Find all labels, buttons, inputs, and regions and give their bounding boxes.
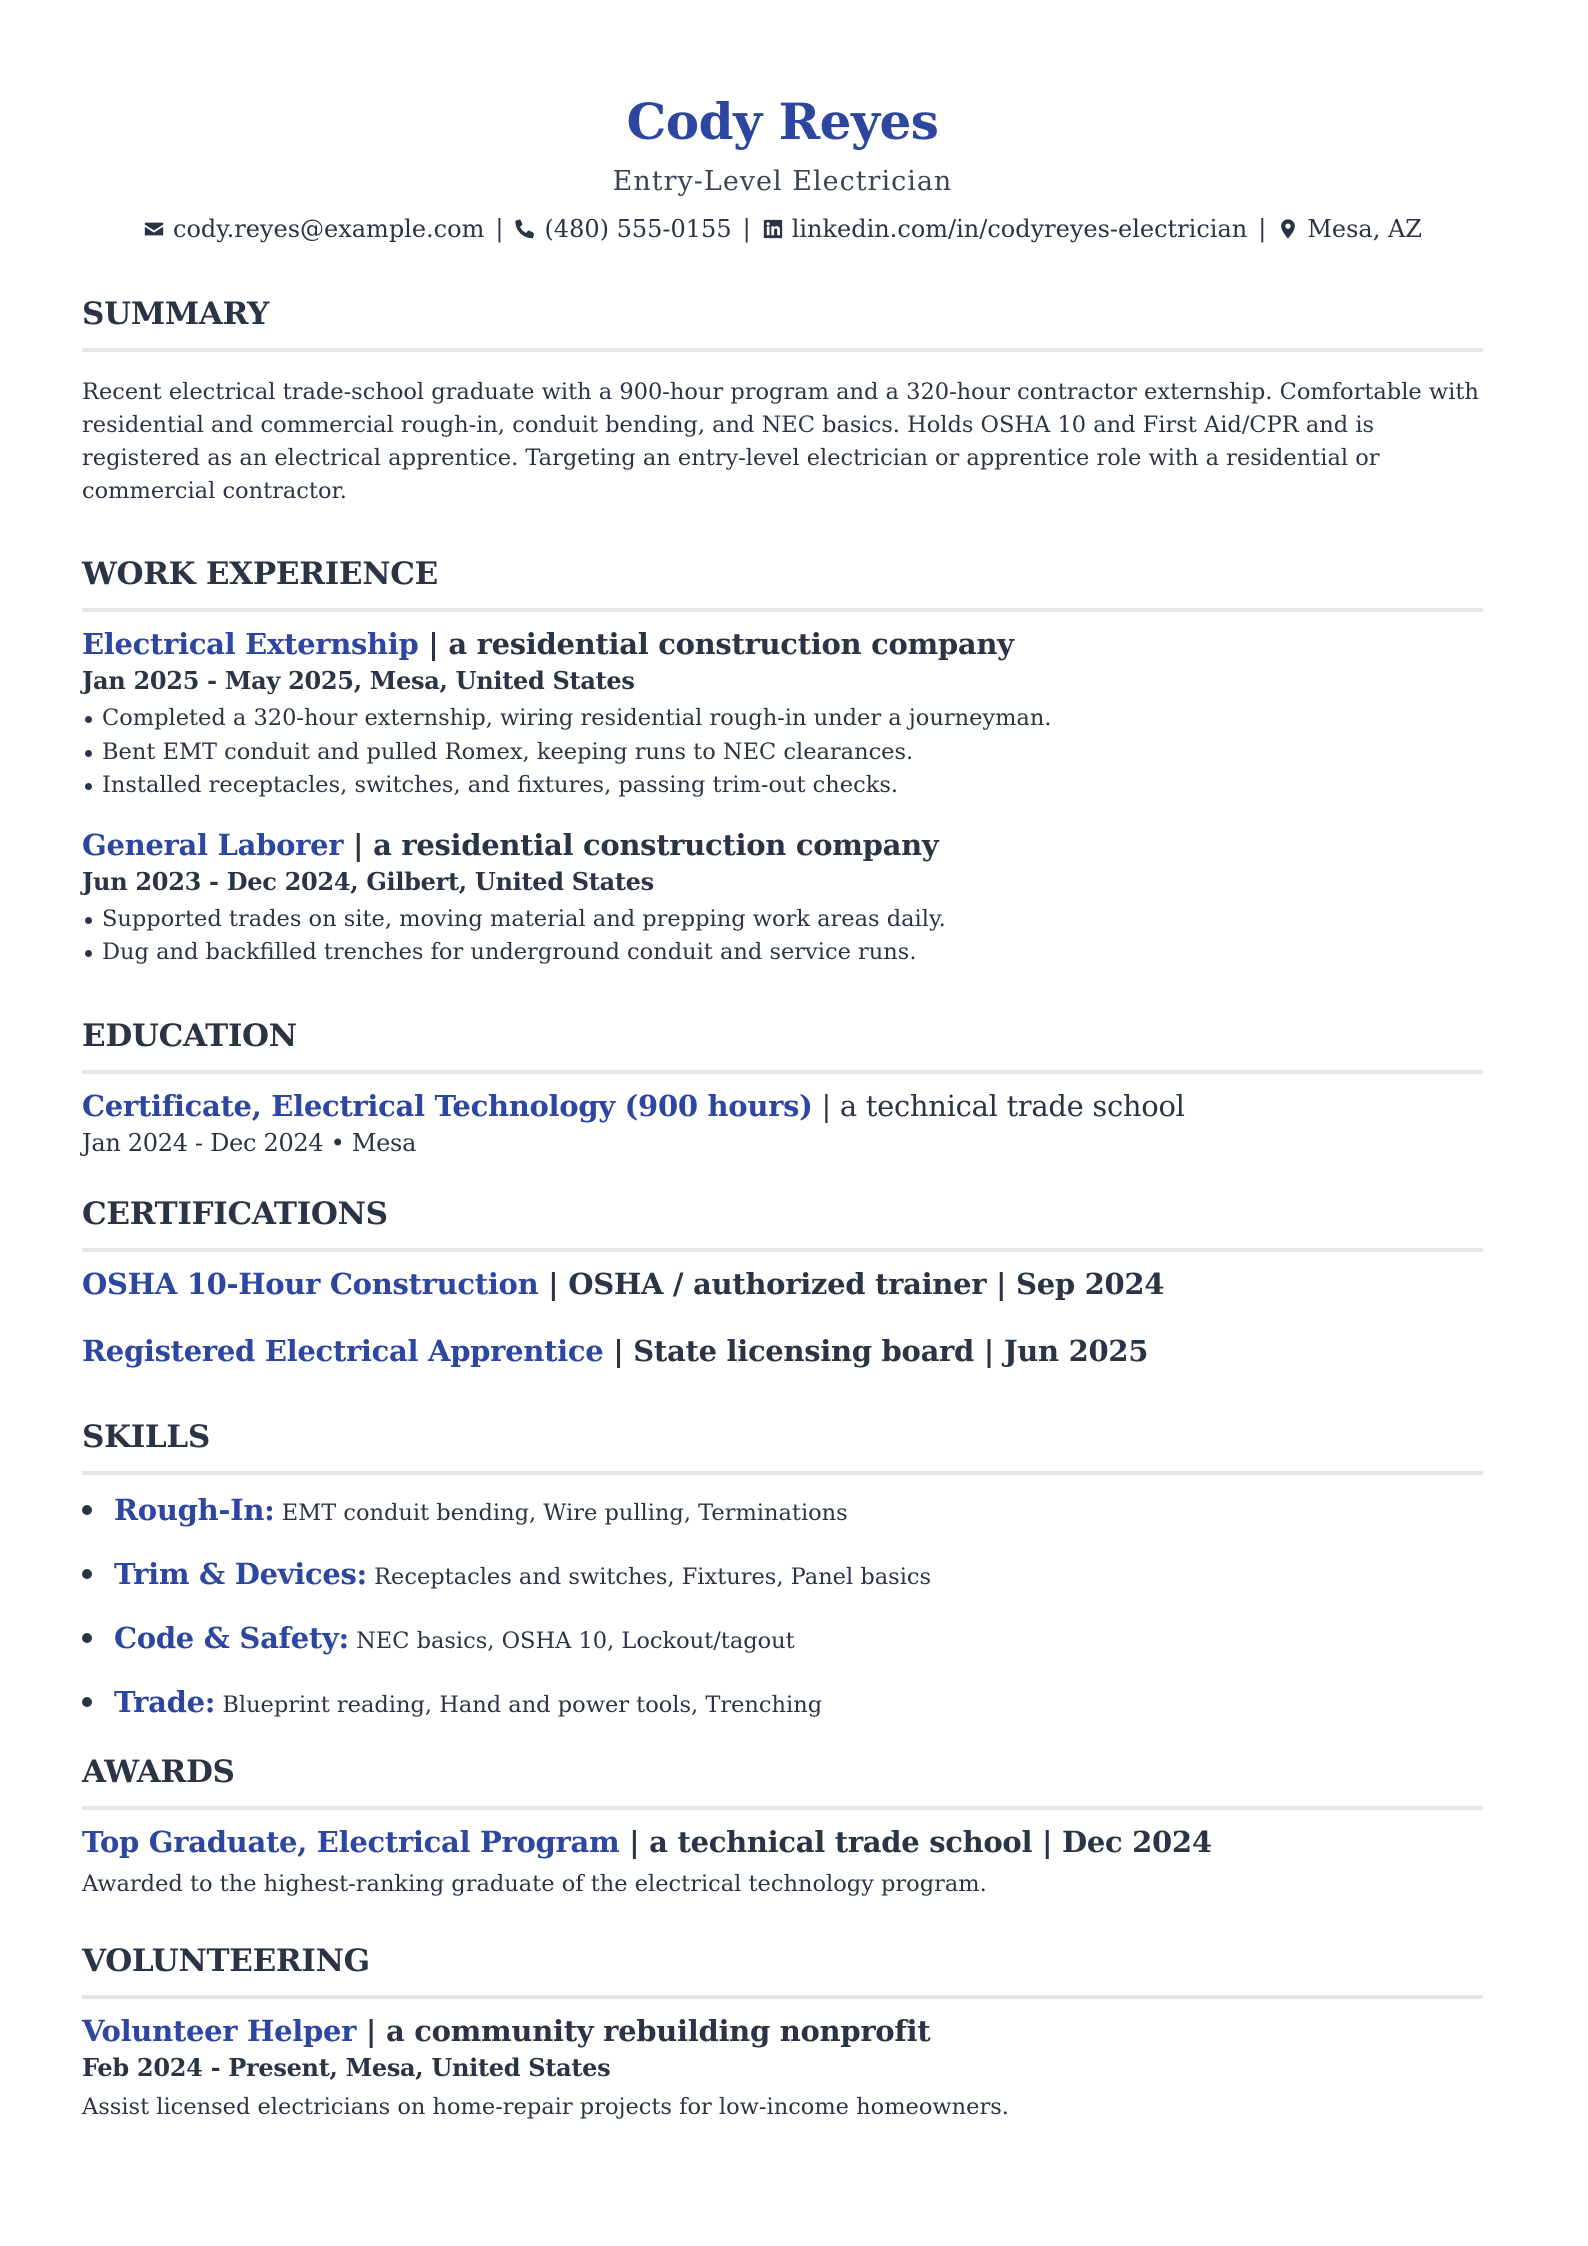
- bullet-item: Installed receptacles, switches, and fixtures, passing trim-out checks.: [82, 769, 1483, 803]
- job-bullets: [82, 903, 1483, 970]
- map-pin-icon: [1277, 218, 1299, 240]
- skill-items: Receptacles and switches, Fixtures, Panel basics: [366, 1563, 932, 1590]
- linkedin-text: linkedin.com/in/codyreyes-electrician: [791, 215, 1248, 243]
- skill-group: [82, 1489, 1483, 1536]
- contact-separator: |: [742, 215, 751, 243]
- section-heading: WORK EXPERIENCE: [82, 554, 1483, 612]
- skill-items: Blueprint reading, Hand and power tools, Trenching: [215, 1691, 823, 1718]
- skill-category: Trim & Devices:: [114, 1556, 367, 1591]
- contact-line: [82, 212, 1483, 246]
- skill-items: EMT conduit bending, Wire pulling, Terminations: [274, 1499, 848, 1526]
- job-organization: | a residential construction company: [418, 627, 1014, 661]
- envelope-icon: [143, 218, 165, 240]
- location-text: Mesa, AZ: [1307, 215, 1422, 243]
- skill-group: [82, 1553, 1483, 1600]
- award-detail: | a technical trade school | Dec 2024: [619, 1824, 1212, 1859]
- certification-name: OSHA 10-Hour Construction: [82, 1266, 539, 1301]
- volunteer-role: Volunteer Helper: [82, 2013, 357, 2048]
- contact-separator: |: [1258, 215, 1267, 243]
- job-bullets: [82, 702, 1483, 803]
- job-role: General Laborer: [82, 827, 344, 862]
- job-role: Electrical Externship: [82, 627, 419, 661]
- contact-email[interactable]: [143, 212, 484, 246]
- contact-linkedin[interactable]: [762, 212, 1248, 246]
- experience-entry: [82, 825, 1483, 970]
- education-dates-location: Jan 2024 - Dec 2024 • Mesa: [82, 1128, 417, 1157]
- skill-group: [82, 1681, 1483, 1728]
- section-heading: AWARDS: [82, 1752, 1483, 1810]
- volunteer-organization: | a community rebuilding nonprofit: [356, 2013, 931, 2048]
- phone-icon: [514, 218, 536, 240]
- education-heading: [82, 1086, 1483, 1126]
- job-dates-location: Jan 2025 - May 2025, Mesa, United States: [82, 666, 635, 695]
- certification-item: [82, 1331, 1483, 1371]
- volunteering-section: [82, 1941, 1483, 2124]
- skill-category: Trade:: [114, 1684, 216, 1719]
- certification-item: [82, 1264, 1483, 1304]
- certifications-section: [82, 1194, 1483, 1371]
- summary-text: Recent electrical trade-school graduate with a 900-hour program and a 320-hour contractor externship. Comfortable with residential and commercial rough-in, conduit bending, and NEC basics. Holds OSHA 10 and First Aid/CPR and is registered as an electrical apprentice. Targeting an entry-level electrician or apprentice role with a residential or commercial contractor.: [82, 379, 1479, 504]
- email-text: cody.reyes@example.com: [173, 215, 485, 243]
- skill-group: [82, 1617, 1483, 1664]
- phone-text: (480) 555-0155: [544, 215, 732, 243]
- candidate-name: Cody Reyes: [626, 92, 939, 151]
- bullet-item: Dug and backfilled trenches for underground conduit and service runs.: [82, 936, 1483, 970]
- volunteer-heading: [82, 2011, 1483, 2051]
- certification-detail: | State licensing board | Jun 2025: [603, 1333, 1149, 1368]
- certification-name: Registered Electrical Apprentice: [82, 1333, 604, 1368]
- section-heading: VOLUNTEERING: [82, 1941, 1483, 1999]
- skill-category: Rough-In:: [114, 1492, 275, 1527]
- award-description: Awarded to the highest-ranking graduate of the electrical technology program.: [82, 1870, 987, 1897]
- entry-heading: [82, 624, 1483, 664]
- contact-location: [1277, 212, 1422, 246]
- summary-section: [82, 294, 1483, 508]
- school-name: | a technical trade school: [812, 1088, 1185, 1123]
- section-heading: CERTIFICATIONS: [82, 1194, 1483, 1252]
- skills-section: [82, 1417, 1483, 1728]
- award-heading: [82, 1822, 1483, 1862]
- job-dates-location: Jun 2023 - Dec 2024, Gilbert, United States: [82, 866, 654, 896]
- award-name: Top Graduate, Electrical Program: [82, 1824, 620, 1859]
- entry-heading: [82, 825, 1483, 865]
- certification-detail: | OSHA / authorized trainer | Sep 2024: [538, 1266, 1165, 1301]
- degree-name: Certificate, Electrical Technology (900 hours): [82, 1088, 813, 1123]
- volunteer-description: Assist licensed electricians on home-repair projects for low-income homeowners.: [82, 2093, 1009, 2120]
- bullet-item: Supported trades on site, moving material and prepping work areas daily.: [82, 903, 1483, 937]
- education-section: [82, 1016, 1483, 1160]
- linkedin-icon: [762, 218, 784, 240]
- resume-header: [82, 0, 1483, 246]
- job-organization: | a residential construction company: [343, 827, 939, 862]
- section-heading: SKILLS: [82, 1417, 1483, 1475]
- skills-list: [82, 1489, 1483, 1728]
- bullet-item: Bent EMT conduit and pulled Romex, keeping runs to NEC clearances.: [82, 736, 1483, 770]
- bullet-item: Completed a 320-hour externship, wiring residential rough-in under a journeyman.: [82, 702, 1483, 736]
- experience-entry: [82, 624, 1483, 803]
- skill-items: NEC basics, OSHA 10, Lockout/tagout: [348, 1627, 795, 1654]
- awards-section: [82, 1752, 1483, 1901]
- volunteer-dates-location: Feb 2024 - Present, Mesa, United States: [82, 2052, 611, 2082]
- contact-phone[interactable]: [514, 212, 731, 246]
- skill-category: Code & Safety:: [114, 1620, 349, 1655]
- section-heading: SUMMARY: [82, 294, 1483, 352]
- work-experience-section: [82, 554, 1483, 970]
- contact-separator: |: [495, 215, 504, 243]
- section-heading: EDUCATION: [82, 1016, 1483, 1074]
- candidate-title: Entry-Level Electrician: [612, 166, 953, 197]
